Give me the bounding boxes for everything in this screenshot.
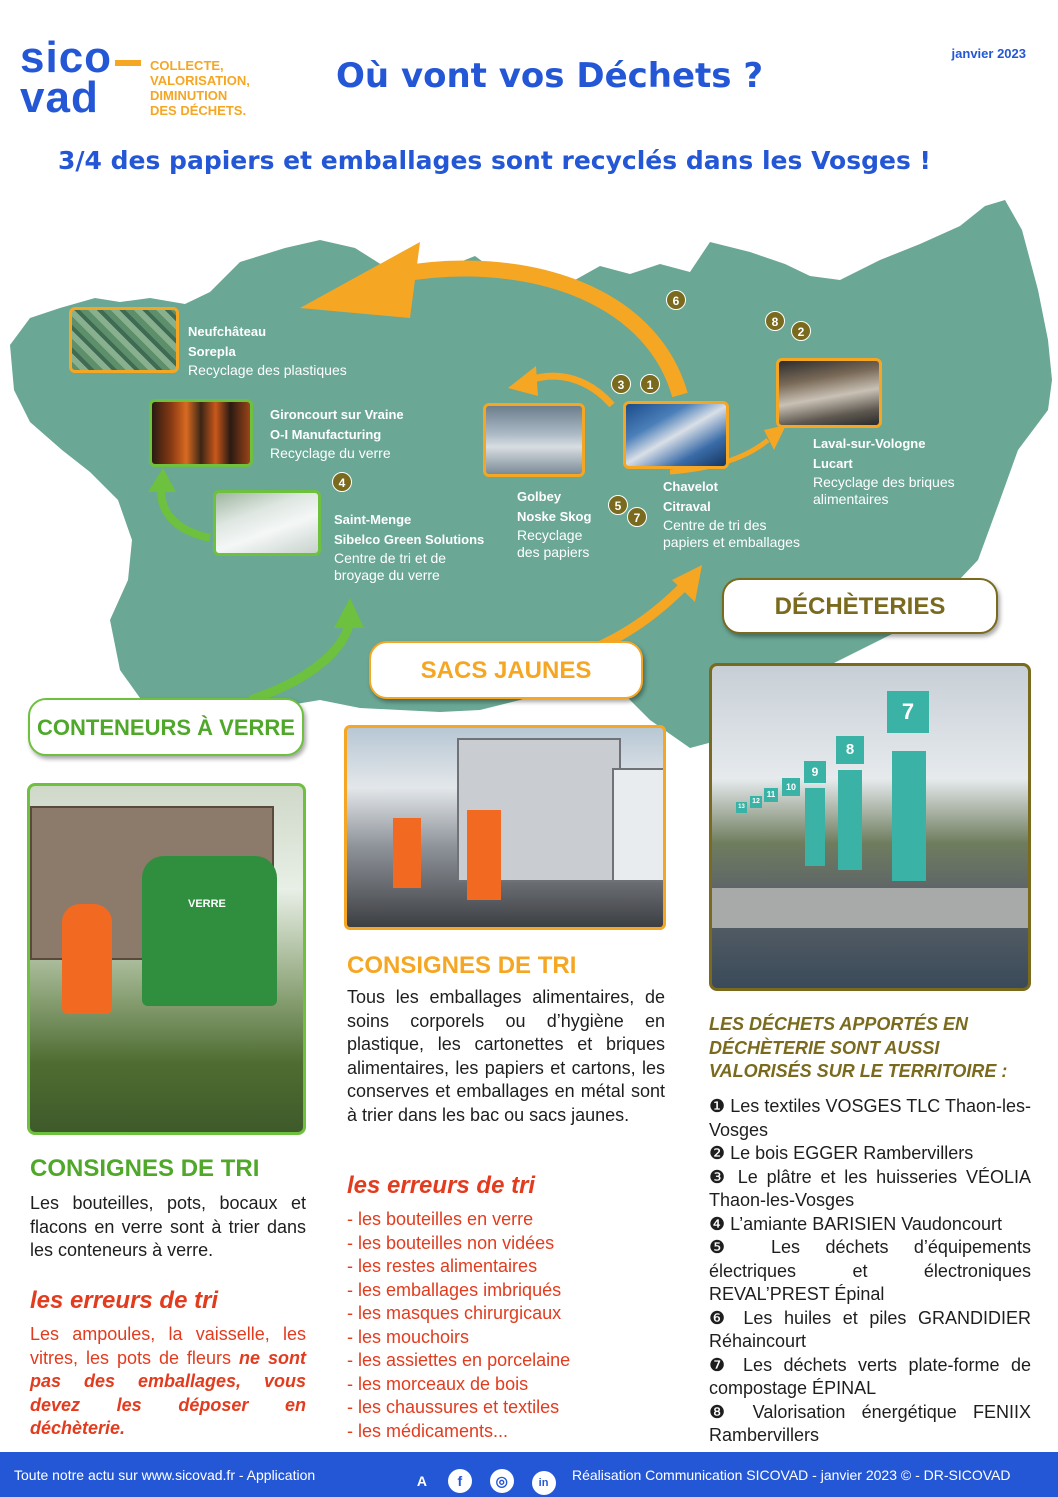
marker-7: 7 bbox=[627, 507, 647, 527]
list-item: - les médicaments... bbox=[347, 1420, 509, 1441]
marker-5: 5 bbox=[608, 495, 628, 515]
site-company: Lucart bbox=[813, 456, 853, 471]
list-item: - les chaussures et textiles bbox=[347, 1397, 560, 1417]
photo-decheterie bbox=[709, 663, 1031, 991]
verre-errors bbox=[30, 1323, 306, 1441]
list-item: ❷ Le bois EGGER Rambervillers bbox=[709, 1143, 974, 1163]
site-name: Golbey bbox=[517, 489, 562, 504]
pill-sacs-jaunes: SACS JAUNES bbox=[369, 641, 643, 699]
marker-2: 2 bbox=[791, 321, 811, 341]
sign-10: 10 bbox=[782, 778, 800, 796]
site-name: Chavelot bbox=[663, 479, 718, 494]
glass-bin bbox=[142, 856, 277, 1006]
list-item: - les masques chirurgicaux bbox=[347, 1303, 562, 1323]
site-saint-menge bbox=[334, 510, 484, 584]
sign-meubles bbox=[838, 770, 862, 870]
site-desc: Centre de tri et de bbox=[334, 550, 447, 566]
photo-gironcourt bbox=[149, 399, 253, 467]
list-item: ❸ Le plâtre et les huisseries VÉOLIA Thaon-les-Vosges bbox=[709, 1166, 1031, 1210]
list-item: - les bouteilles non vidées bbox=[347, 1232, 555, 1253]
logo-line2: vad bbox=[20, 73, 99, 122]
footer-left-text: Toute notre actu sur www.sicovad.fr - Application bbox=[14, 1467, 316, 1483]
date: janvier 2023 bbox=[951, 46, 1026, 61]
worker bbox=[62, 904, 112, 1014]
site-desc: Centre de tri des bbox=[663, 517, 767, 533]
sign-11: 11 bbox=[764, 788, 778, 802]
site-desc: Recyclage du verre bbox=[270, 445, 391, 461]
decheteries-heading: LES DÉCHETS APPORTÉS EN DÉCHÈTERIE SONT AUSSI VALORISÉS SUR LE TERRITOIRE : bbox=[709, 1014, 1008, 1081]
marker-6: 6 bbox=[666, 290, 686, 310]
photo-saint-menge bbox=[213, 490, 321, 556]
pill-conteneurs-verre: CONTENEURS À VERRE bbox=[28, 698, 304, 756]
sacs-errors-list bbox=[347, 1208, 570, 1443]
pill-decheteries: DÉCHÈTERIES bbox=[722, 578, 998, 634]
sign-7: 7 bbox=[887, 691, 929, 733]
verre-errors-heading: les erreurs de tri bbox=[30, 1287, 219, 1314]
site-desc: Recyclage des plastiques bbox=[188, 362, 347, 378]
footer bbox=[0, 1452, 1058, 1497]
list-item: - les assiettes en porcelaine bbox=[347, 1350, 571, 1370]
site-desc: papiers et emballages bbox=[663, 534, 800, 550]
marker-3: 3 bbox=[611, 374, 631, 394]
marker-8: 8 bbox=[765, 311, 785, 331]
page-subtitle: 3/4 des papiers et emballages sont recyclés dans les Vosges ! bbox=[58, 146, 931, 175]
sign-meubles-tall bbox=[892, 751, 926, 881]
list-item: ❻ Les huiles et piles GRANDIDIER Réhaincourt bbox=[709, 1307, 1031, 1351]
tagline-line: COLLECTE, bbox=[150, 58, 224, 73]
site-name: Neufchâteau bbox=[188, 324, 267, 339]
site-laval bbox=[813, 434, 955, 508]
list-item: ❼ Les déchets verts plate-forme de compostage ÉPINAL bbox=[709, 1354, 1031, 1398]
tagline-line: VALORISATION, bbox=[150, 73, 250, 88]
list-item: - les emballages imbriqués bbox=[347, 1279, 562, 1300]
list-item: - les mouchoirs bbox=[347, 1326, 470, 1347]
logo-tagline bbox=[150, 58, 250, 118]
site-company: O-I Manufacturing bbox=[270, 427, 382, 442]
footer-right-text: Réalisation Communication SICOVAD - janvier 2023 © - DR-SICOVAD bbox=[572, 1467, 1011, 1483]
photo-laval bbox=[776, 358, 882, 428]
facebook-icon[interactable]: f bbox=[448, 1469, 472, 1493]
site-chavelot bbox=[663, 477, 800, 551]
marker-1: 1 bbox=[640, 374, 660, 394]
site-company: Sibelco Green Solutions bbox=[334, 532, 485, 547]
instagram-icon[interactable]: ◎ bbox=[490, 1469, 514, 1493]
sign-12: 12 bbox=[750, 796, 762, 808]
site-company: Sorepla bbox=[188, 344, 236, 359]
tagline-line: DES DÉCHETS. bbox=[150, 103, 247, 118]
sacs-text: Tous les emballages alimentaires, de soins corporels ou d’hygiène en plastique, les cartonettes et briques alimentaires, les papiers et cartons, les conserves et emballages en métal sont à trier dans les bac ou sacs jaunes. bbox=[347, 987, 665, 1125]
list-item: ❶ Les textiles VOSGES TLC Thaon-les-Vosges bbox=[709, 1096, 1031, 1140]
apple-icon[interactable] bbox=[372, 1462, 396, 1486]
logo-dash bbox=[115, 60, 141, 66]
linkedin-icon[interactable]: in bbox=[532, 1471, 556, 1495]
site-company: Citraval bbox=[663, 499, 711, 514]
list-item: ❺ Les déchets d’équipements électriques et électroniques REVAL’PREST Épinal bbox=[709, 1237, 1031, 1304]
verre-heading: CONSIGNES DE TRI bbox=[30, 1155, 260, 1182]
verre-text: Les bouteilles, pots, bocaux et flacons en verre sont à trier dans les conteneurs à verre. bbox=[30, 1193, 306, 1260]
verre-errors-bold: ne sont pas des emballages, vous devez les déposer en déchèterie. bbox=[30, 1347, 306, 1438]
sign-9: 9 bbox=[804, 761, 826, 783]
worker-right bbox=[467, 810, 501, 900]
site-desc: Recyclage des briques bbox=[813, 474, 955, 490]
glass-bin-label: VERRE bbox=[188, 898, 226, 910]
site-name: Gironcourt sur Vraine bbox=[270, 407, 404, 422]
site-desc: broyage du verre bbox=[334, 567, 440, 583]
site-golbey bbox=[517, 487, 591, 561]
photo-conteneur-verre bbox=[27, 783, 306, 1135]
marker-4: 4 bbox=[332, 472, 352, 492]
photo-neufchateau bbox=[69, 307, 179, 373]
list-item: ❽ Valorisation énergétique FENIIX Rambervillers bbox=[709, 1401, 1031, 1445]
list-item: - les restes alimentaires bbox=[347, 1256, 538, 1276]
site-gironcourt bbox=[270, 405, 404, 462]
worker-left bbox=[393, 818, 421, 888]
list-item: - les morceaux de bois bbox=[347, 1373, 529, 1394]
sign-8: 8 bbox=[836, 736, 864, 764]
list-item: ❹ L’amiante BARISIEN Vaudoncourt bbox=[709, 1213, 1002, 1234]
site-name: Laval-sur-Vologne bbox=[813, 436, 926, 451]
truck-cab bbox=[612, 768, 666, 882]
sign-platre bbox=[805, 788, 825, 866]
verre-errors-text: Les ampoules, la vaisselle, les vitres, les pots de fleurs bbox=[30, 1324, 306, 1368]
footer-icons bbox=[372, 1462, 556, 1495]
sacs-heading: CONSIGNES DE TRI bbox=[347, 952, 577, 979]
decheteries-list bbox=[709, 1095, 1031, 1448]
logo[interactable] bbox=[20, 33, 140, 122]
sacs-errors-heading: les erreurs de tri bbox=[347, 1172, 536, 1199]
photo-camion-sacs bbox=[344, 725, 666, 930]
list-item: - les bouteilles en verre bbox=[347, 1209, 534, 1229]
android-icon[interactable]: A bbox=[416, 1473, 427, 1489]
tagline-line: DIMINUTION bbox=[150, 88, 228, 103]
logo-line1: sico bbox=[20, 33, 113, 82]
site-desc: des papiers bbox=[517, 544, 590, 560]
quai-wall bbox=[712, 888, 1028, 928]
sign-13: 13 bbox=[736, 802, 747, 813]
site-desc: Recyclage bbox=[517, 527, 583, 543]
site-desc: alimentaires bbox=[813, 491, 889, 507]
site-company: Noske Skog bbox=[517, 509, 592, 524]
site-neufchateau bbox=[188, 322, 347, 379]
site-name: Saint-Menge bbox=[334, 512, 412, 527]
photo-chavelot bbox=[623, 401, 729, 469]
photo-golbey bbox=[483, 403, 585, 477]
page-title: Où vont vos Déchets ? bbox=[336, 56, 764, 96]
